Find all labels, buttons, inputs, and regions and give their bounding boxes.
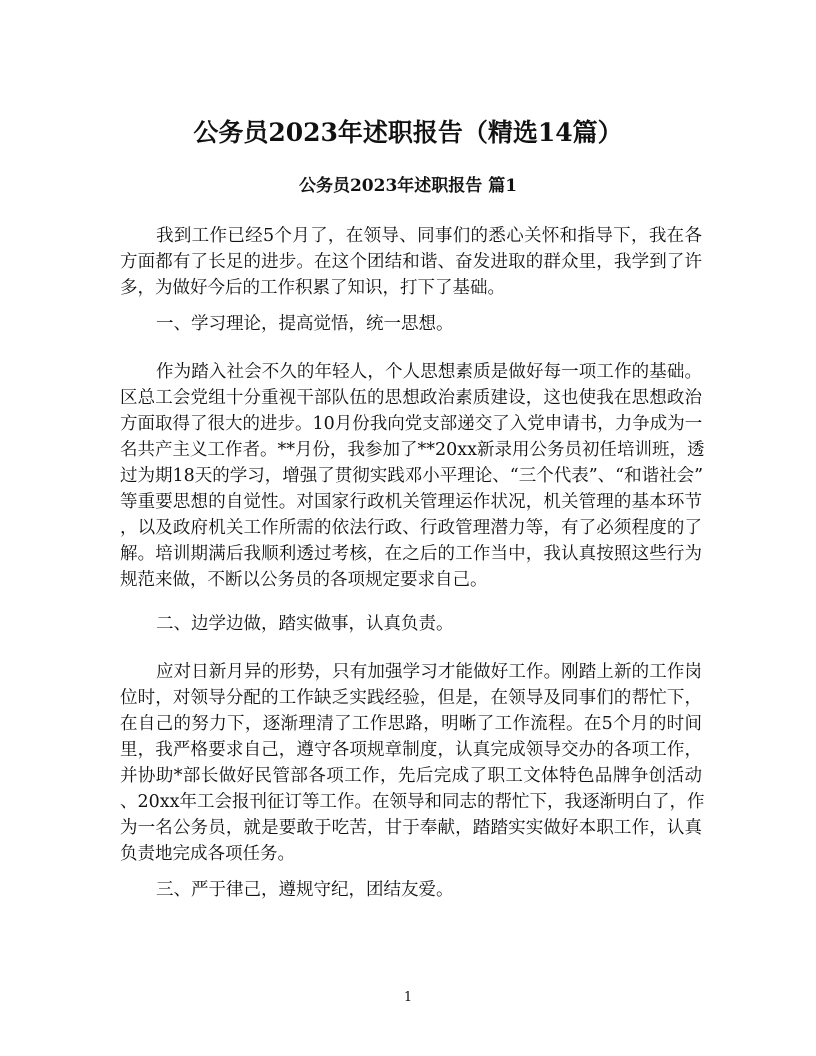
heading-1: 一、学习理论，提高觉悟，统一思想。 — [156, 314, 454, 334]
heading-3: 三、严于律己，遵规守纪，团结友爱。 — [156, 880, 454, 900]
text-line: 我到工作已经5个月了，在领导、同事们的悉心关怀和指导下，我在各 — [156, 226, 702, 246]
text-line: 并协助*部长做好民管部各项工作，先后完成了职工文体特色品牌争创活动 — [120, 766, 702, 786]
text-line: 在自己的努力下，逐渐理清了工作思路，明晰了工作流程。在5个月的时间 — [120, 714, 702, 734]
text-line: 位时，对领导分配的工作缺乏实践经验，但是，在领导及同事们的帮忙下， — [120, 688, 702, 708]
text-line: 多，为做好今后的工作积累了知识，打下了基础。 — [120, 278, 505, 298]
text-line: 应对日新月异的形势，只有加强学习才能做好工作。刚踏上新的工作岗 — [156, 662, 702, 682]
page-number: 1 — [403, 990, 413, 1005]
text-line: 等重要思想的自觉性。对国家行政机关管理运作状况，机关管理的基本环节 — [120, 492, 702, 512]
text-line: 名共产主义工作者。**月份，我参加了**20xx新录用公务员初任培训班，透 — [120, 440, 705, 460]
text-line: 解。培训期满后我顺利透过考核，在之后的工作当中，我认真按照这些行为 — [120, 544, 702, 564]
text-line: ，以及政府机关工作所需的依法行政、行政管理潜力等，有了必须程度的了 — [120, 518, 702, 538]
text-line: 区总工会党组十分重视干部队伍的思想政治素质建设，这也使我在思想政治 — [120, 388, 702, 408]
text-line: 里，我严格要求自己，遵守各项规章制度，认真完成领导交办的各项工作， — [120, 740, 702, 760]
text-line: 作为踏入社会不久的年轻人，个人思想素质是做好每一项工作的基础。 — [156, 362, 702, 382]
text-line: 规范来做，不断以公务员的各项规定要求自己。 — [120, 570, 488, 590]
text-line: 方面取得了很大的进步。10月份我向党支部递交了入党申请书，力争成为一 — [120, 414, 703, 434]
paragraph-1 — [120, 223, 702, 301]
heading-2: 二、边学边做，踏实做事，认真负责。 — [156, 614, 454, 634]
text-line: 、20xx年工会报刊征订等工作。在领导和同志的帮忙下，我逐渐明白了，作 — [120, 792, 705, 812]
paragraph-3 — [120, 659, 705, 867]
text-line: 负责地完成各项任务。 — [120, 844, 295, 864]
text-line: 方面都有了长足的进步。在这个团结和谐、奋发进取的群众里，我学到了许 — [120, 252, 702, 272]
text-line: 为一名公务员，就是要敢于吃苦，甘于奉献，踏踏实实做好本职工作，认真 — [120, 818, 702, 838]
paragraph-2 — [120, 359, 705, 593]
section-title: 公务员2023年述职报告 篇1 — [298, 176, 518, 196]
document-title: 公务员2023年述职报告（精选14篇） — [193, 118, 623, 147]
text-line: 过为期18天的学习，增强了贯彻实践邓小平理论、“三个代表”、“和谐社会” — [120, 466, 704, 486]
